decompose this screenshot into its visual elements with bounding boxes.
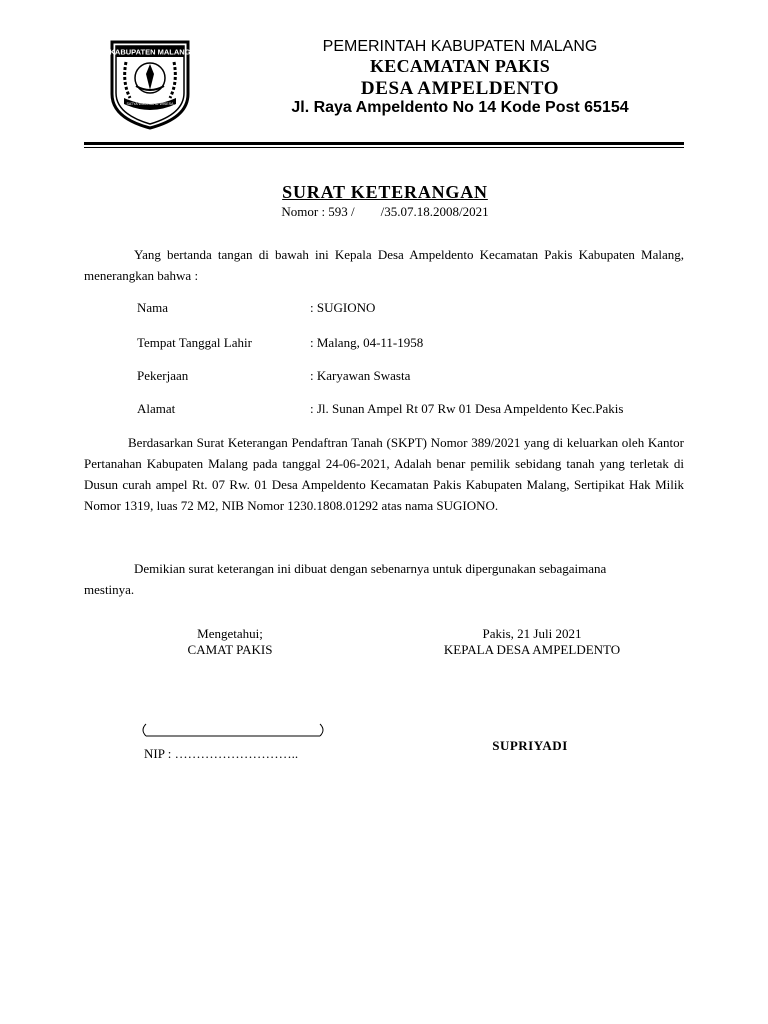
- letterhead-rule-thin: [84, 147, 684, 148]
- field-value-occupation: : Karyawan Swasta: [310, 368, 411, 383]
- place-date: Pakis, 21 Juli 2021: [482, 626, 582, 641]
- village-head-name: SUPRIYADI: [492, 738, 568, 753]
- kabupaten-malang-emblem: [106, 38, 194, 130]
- emblem-banner-text: KABUPATEN MALANG: [109, 47, 191, 57]
- letterhead-district: KECAMATAN PAKIS: [370, 56, 550, 76]
- field-label-birth: Tempat Tanggal Lahir: [137, 335, 252, 350]
- kades-title: KEPALA DESA AMPELDENTO: [443, 642, 621, 657]
- field-label-name: Nama: [137, 300, 169, 315]
- field-value-address: : Jl. Sunan Ampel Rt 07 Rw 01 Desa Ampeldento Kec.Pakis: [310, 401, 624, 416]
- letter-title: SURAT KETERANGAN: [282, 182, 488, 202]
- letterhead-rule-thick: [84, 142, 684, 145]
- signature-block-kades: [412, 626, 652, 658]
- nip-field: NIP : ………………………..: [144, 746, 299, 761]
- acknowledged-label: Mengetahui;: [197, 626, 263, 641]
- letterhead-government: PEMERINTAH KABUPATEN MALANG: [322, 38, 598, 55]
- field-label-address: Alamat: [137, 401, 176, 416]
- letter-number: Nomor : 593 / /35.07.18.2008/2021: [281, 204, 489, 219]
- camat-title: CAMAT PAKIS: [187, 642, 273, 657]
- field-value-birth: : Malang, 04-11-1958: [310, 335, 424, 350]
- emblem-ribbon-text: SATYA WIKA BAHU WISESA: [126, 102, 174, 106]
- camat-name-blank-line: [140, 722, 326, 742]
- closing-paragraph: Demikian surat keterangan ini dibuat dengan sebenarnya untuk dipergunakan sebagaimana mestinya.: [84, 561, 607, 597]
- field-label-occupation: Pekerjaan: [137, 368, 189, 383]
- letterhead-address: Jl. Raya Ampeldento No 14 Kode Post 65154: [291, 99, 629, 116]
- opening-paragraph: Yang bertanda tangan di bawah ini Kepala Desa Ampeldento Kecamatan Pakis Kabupaten Malang, menerangkan bahwa :: [84, 247, 684, 283]
- signature-block-camat: [150, 626, 310, 658]
- body-paragraph: Berdasarkan Surat Keterangan Pendaftran Tanah (SKPT) Nomor 389/2021 yang di keluarkan oleh Kantor Pertanahan Kabupaten Malang pada tanggal 24-06-2021, Adalah benar pemilik sebidang tanah yang terletak di Dusun curah ampel Rt. 07 Rw. 01 Desa Ampeldento Kecamatan Pakis Kabupaten Malang, Sertipikat Hak Milik Nomor 1319, luas 72 M2, NIB Nomor 1230.1808.01292 atas nama SUGIONO.: [84, 435, 684, 513]
- field-value-name: : SUGIONO: [310, 300, 376, 315]
- letterhead-village: DESA AMPELDENTO: [360, 78, 560, 99]
